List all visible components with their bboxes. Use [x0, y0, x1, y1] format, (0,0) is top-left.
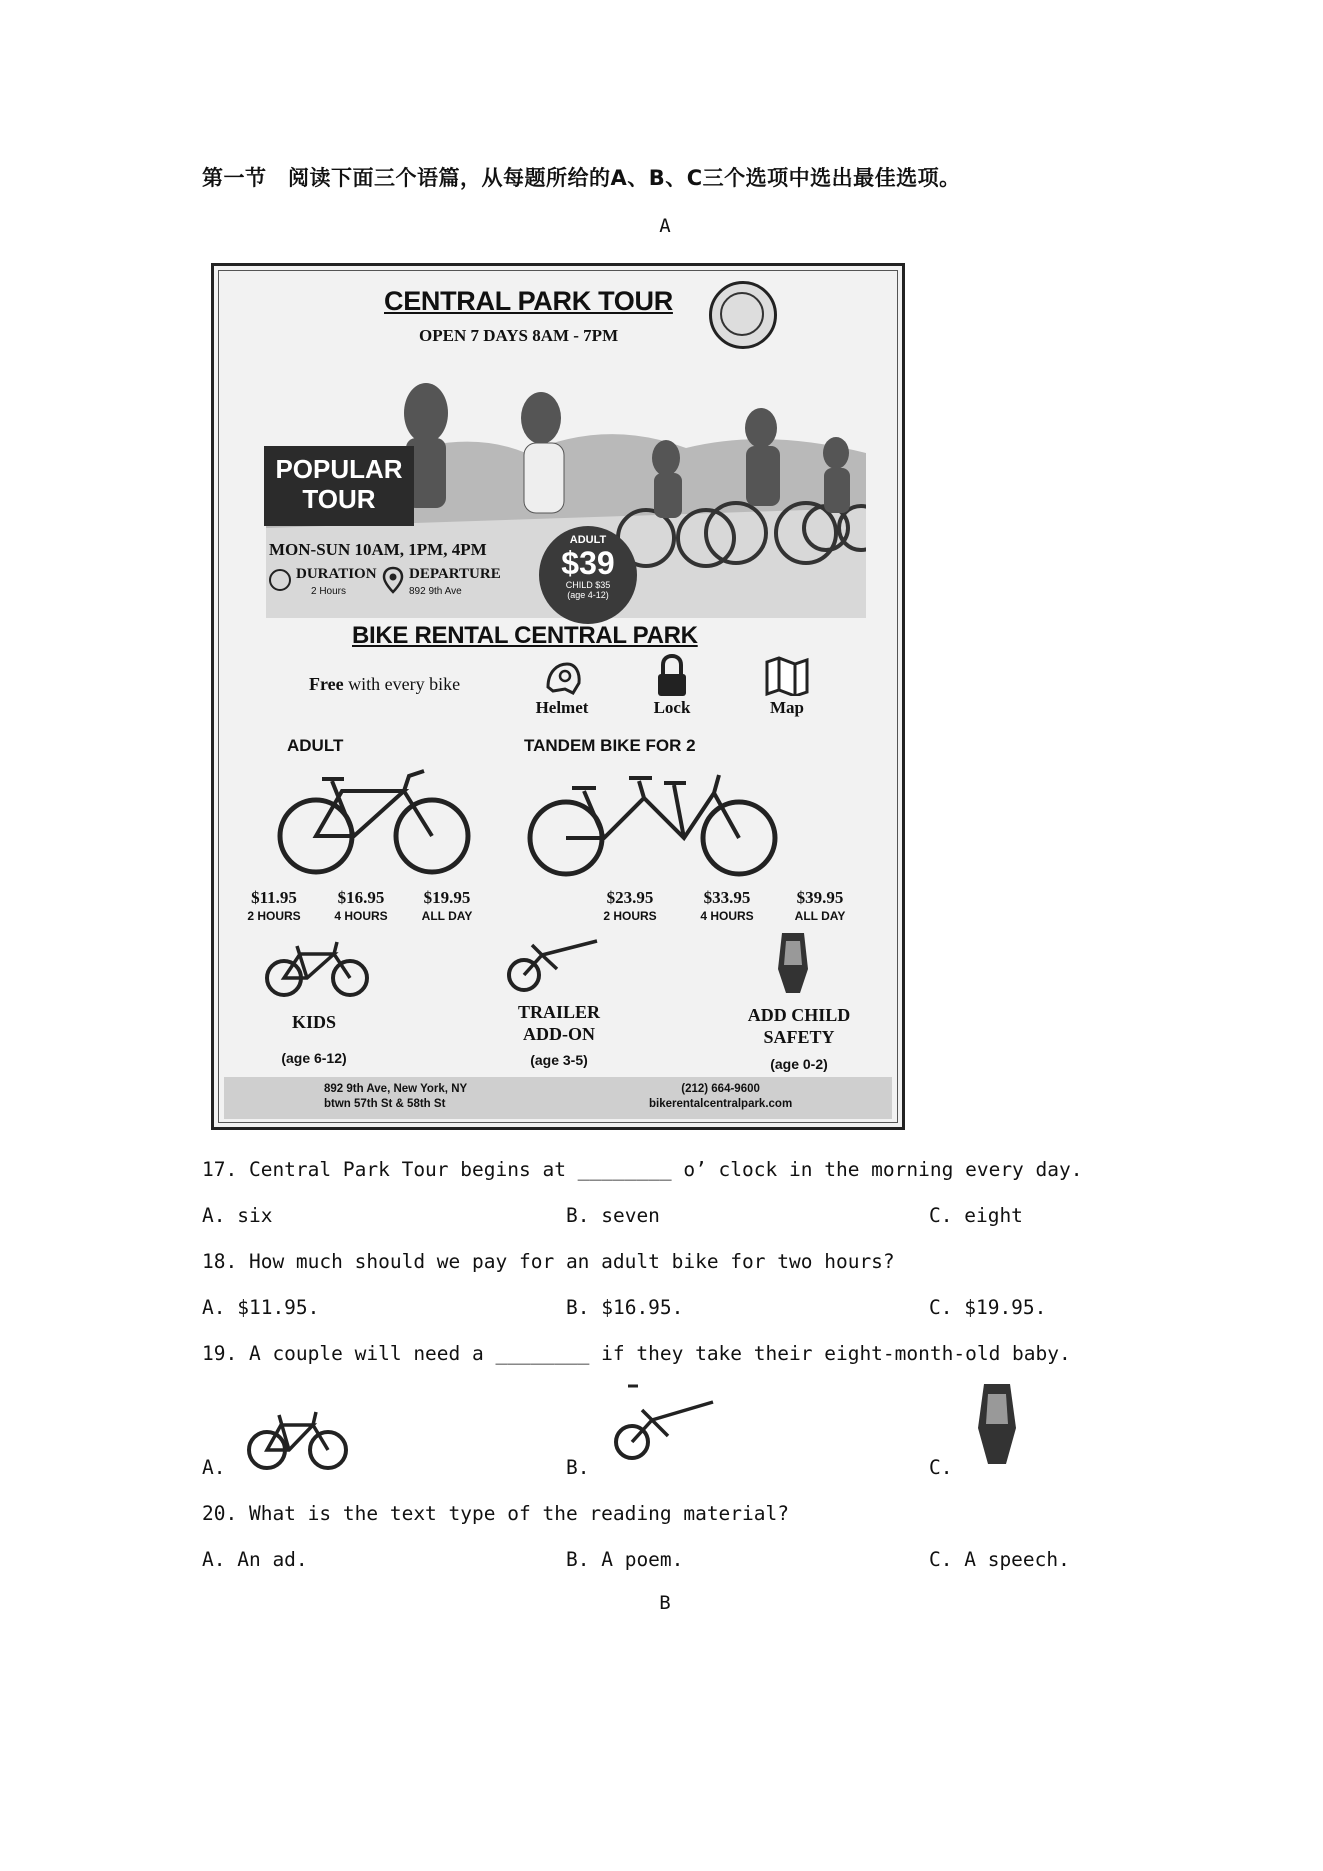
q20-option-a: A. An ad. — [202, 1548, 308, 1571]
question-18: 18. How much should we pay for an adult bike for two hours? — [202, 1250, 895, 1273]
adult-duration-2h: 2 HOURS — [247, 909, 301, 923]
tandem-duration-4h: 4 HOURS — [700, 909, 754, 923]
q17-option-a: A. six — [202, 1204, 273, 1227]
ad-footer — [224, 1077, 892, 1119]
lock-icon — [655, 654, 689, 698]
adult-price-allday: $19.95 — [423, 888, 471, 907]
q18-option-a: A. $11.95. — [202, 1296, 320, 1319]
popular-line-1: POPULAR — [275, 454, 403, 484]
tandem-duration-allday: ALL DAY — [794, 909, 846, 923]
kids-age: (age 6-12) — [281, 1050, 347, 1066]
trailer-bike-icon — [502, 931, 602, 995]
q19-kids-bike-icon — [245, 1405, 350, 1473]
trailer-label: TRAILER ADD-ON — [517, 1002, 601, 1044]
accessory-lock: Lock — [653, 698, 691, 717]
helmet-icon — [543, 659, 583, 699]
q17-option-b: B. seven — [566, 1204, 660, 1227]
departure-value: 892 9th Ave — [409, 586, 462, 597]
duration-label: DURATION — [296, 566, 377, 582]
question-17: 17. Central Park Tour begins at ________ o’ clock in the morning every day. — [202, 1158, 1083, 1181]
passage-b-label: B — [659, 1592, 671, 1614]
adult-duration-4h: 4 HOURS — [334, 909, 388, 923]
footer-contact: (212) 664-9600 bikerentalcentralpark.com — [649, 1083, 793, 1110]
departure-label: DEPARTURE — [409, 566, 501, 582]
rental-title: BIKE RENTAL CENTRAL PARK — [352, 622, 698, 649]
tour-schedule: MON-SUN 10AM, 1PM, 4PM — [269, 540, 487, 559]
map-icon — [765, 656, 809, 696]
kids-label: KIDS — [291, 1012, 336, 1032]
tour-price-badge — [539, 526, 637, 624]
question-19: 19. A couple will need a ________ if they take their eight-month-old baby. — [202, 1342, 1071, 1365]
passage-a-label: A — [659, 215, 671, 237]
ad-poster — [211, 263, 905, 1130]
q19-child-seat-icon — [970, 1378, 1024, 1468]
location-pin-icon — [382, 566, 404, 594]
child-safety-age: (age 0-2) — [770, 1056, 828, 1072]
question-20: 20. What is the text type of the reading material? — [202, 1502, 789, 1525]
free-with-bike: Free with every bike — [309, 674, 461, 694]
child-seat-icon — [772, 929, 816, 997]
popular-line-2: TOUR — [302, 484, 376, 514]
adult-bike-label: ADULT — [287, 736, 344, 755]
tandem-price-4h: $33.95 — [703, 888, 751, 907]
duration-value: 2 Hours — [311, 586, 347, 597]
kids-bike-icon — [262, 936, 372, 1000]
trailer-age: (age 3-5) — [530, 1052, 588, 1068]
q18-option-b: B. $16.95. — [566, 1296, 684, 1319]
q19-option-b: B. — [566, 1456, 590, 1479]
tandem-duration-2h: 2 HOURS — [603, 909, 657, 923]
ad-title: CENTRAL PARK TOUR — [384, 286, 673, 316]
clock-icon — [269, 569, 291, 591]
adult-bike-icon — [274, 761, 474, 881]
q20-option-b: B. A poem. — [566, 1548, 684, 1571]
q19-option-a: A. — [202, 1456, 226, 1479]
tandem-price-2h: $23.95 — [606, 888, 654, 907]
accessory-map: Map — [770, 698, 804, 717]
price-adult: $39 — [561, 545, 615, 581]
q18-option-c: C. $19.95. — [929, 1296, 1047, 1319]
q19-trailer-icon — [608, 1380, 718, 1470]
q20-option-c: C. A speech. — [929, 1548, 1070, 1571]
adult-price-4h: $16.95 — [337, 888, 385, 907]
price-adult-label: ADULT — [569, 534, 607, 546]
bike-rental-logo — [709, 281, 777, 349]
q19-option-c: C. — [929, 1456, 953, 1479]
adult-duration-allday: ALL DAY — [421, 909, 473, 923]
tandem-bike-icon — [524, 763, 784, 883]
q17-option-c: C. eight — [929, 1204, 1023, 1227]
section-title: 第一节 阅读下面三个语篇，从每题所给的A、B、C三个选项中选出最佳选项。 — [202, 166, 961, 190]
ad-open-hours: OPEN 7 DAYS 8AM - 7PM — [419, 326, 619, 345]
tandem-bike-label: TANDEM BIKE FOR 2 — [524, 736, 696, 755]
price-child: CHILD $35 — [565, 580, 611, 590]
footer-address: 892 9th Ave, New York, NY btwn 57th St & 58th St — [324, 1083, 468, 1110]
price-child-age: (age 4-12) — [567, 590, 609, 600]
accessory-helmet: Helmet — [535, 698, 589, 717]
tandem-price-allday: $39.95 — [796, 888, 844, 907]
child-safety-label: ADD CHILD SAFETY — [747, 1005, 851, 1047]
popular-tour-banner — [264, 446, 414, 526]
adult-price-2h: $11.95 — [251, 888, 297, 907]
